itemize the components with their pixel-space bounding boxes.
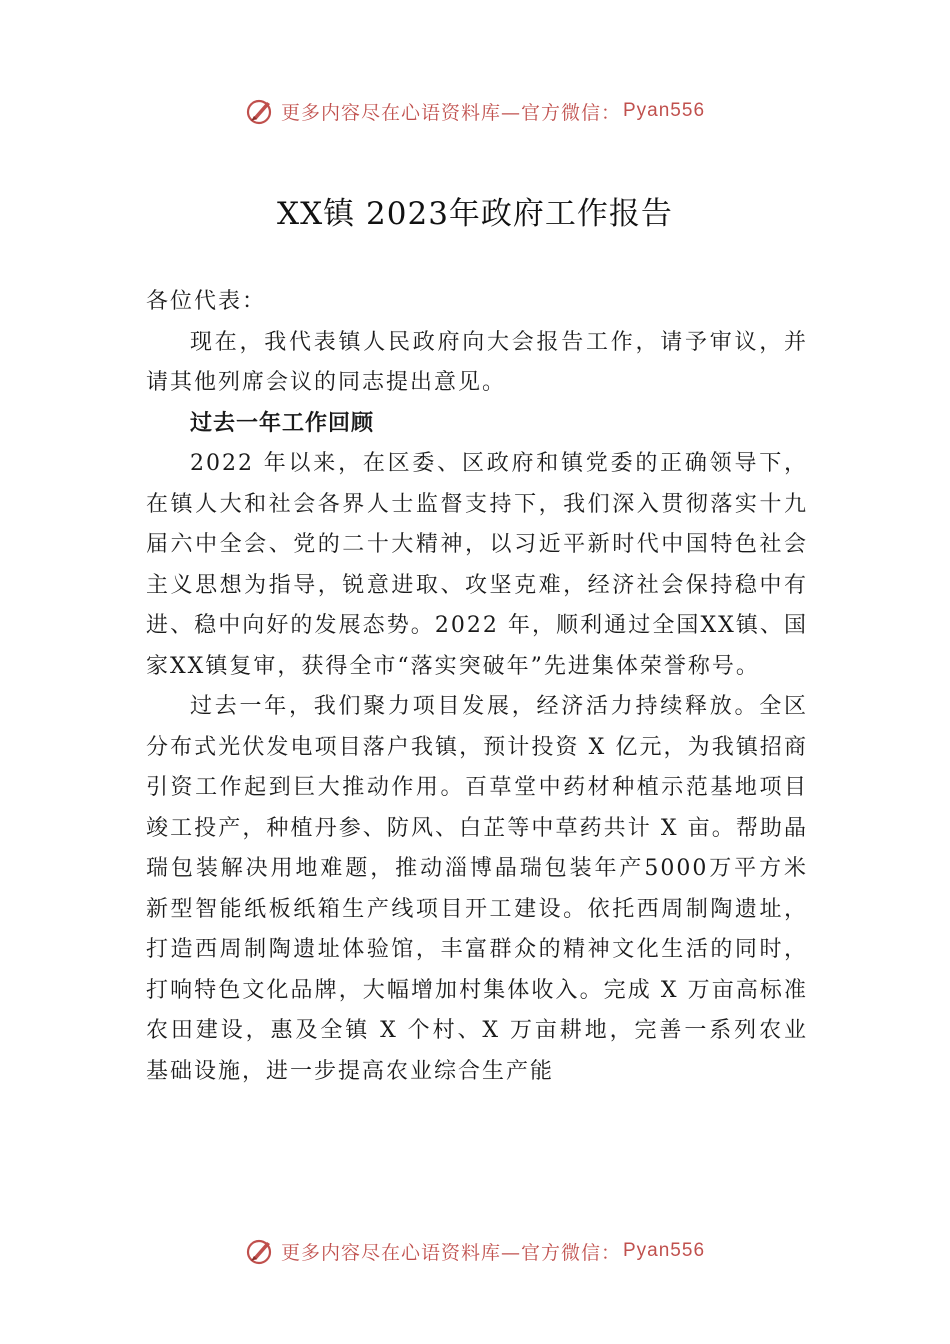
salutation: 各位代表： <box>146 289 267 314</box>
brush-logo-icon <box>245 96 275 126</box>
watermark-text: 更多内容尽在心语资料库—官方微信： <box>280 101 621 124</box>
watermark-text: 更多内容尽在心语资料库—官方微信： <box>280 1241 621 1264</box>
watermark-wechat-id: Pyan556 <box>623 1240 706 1261</box>
document-title: XX镇 2023年政府工作报告 <box>277 196 673 232</box>
document-body <box>146 282 808 1092</box>
paragraph-2: 过去一年，我们聚力项目发展，经济活力持续释放。全区分布式光伏发电项目落户我镇，预计投资 X 亿元，为我镇招商引资工作起到巨大推动作用。百草堂中药材种植示范基地项目竣工投产，种植丹参、防风、白芷等中草药共计 X 亩。帮助晶瑞包装解决用地难题，推动淄博晶瑞包装年产5000万平方米新型智能纸板纸箱生产线项目开工建设。依托西周制陶遗址，打造西周制陶遗址体验馆，丰富群众的精神文化生活的同时，打响特色文化品牌，大幅增加村集体收入。完成 X 万亩高标准农田建设，惠及全镇 X 个村、X 万亩耕地，完善一系列农业基础设施，进一步提高农业综合生产能 <box>146 694 808 1084</box>
paragraph-1: 2022 年以来，在区委、区政府和镇党委的正确领导下，在镇人大和社会各界人士监督支持下，我们深入贯彻落实十九届六中全会、党的二十大精神，以习近平新时代中国特色社会主义思想为指导，锐意进取、攻坚克难，经济社会保持稳中有进、稳中向好的发展态势。2022 年，顺利通过全国XX镇、国家XX镇复审，获得全市“落实突破年”先进集体荣誉称号。 <box>146 451 808 679</box>
brush-logo-icon <box>245 1236 275 1266</box>
section-heading: 过去一年工作回顾 <box>190 410 375 436</box>
intro-paragraph: 现在，我代表镇人民政府向大会报告工作，请予审议，并请其他列席会议的同志提出意见。 <box>146 329 808 395</box>
watermark-wechat-id: Pyan556 <box>623 100 706 121</box>
watermark-footer <box>0 1236 950 1266</box>
watermark-header <box>0 96 950 126</box>
